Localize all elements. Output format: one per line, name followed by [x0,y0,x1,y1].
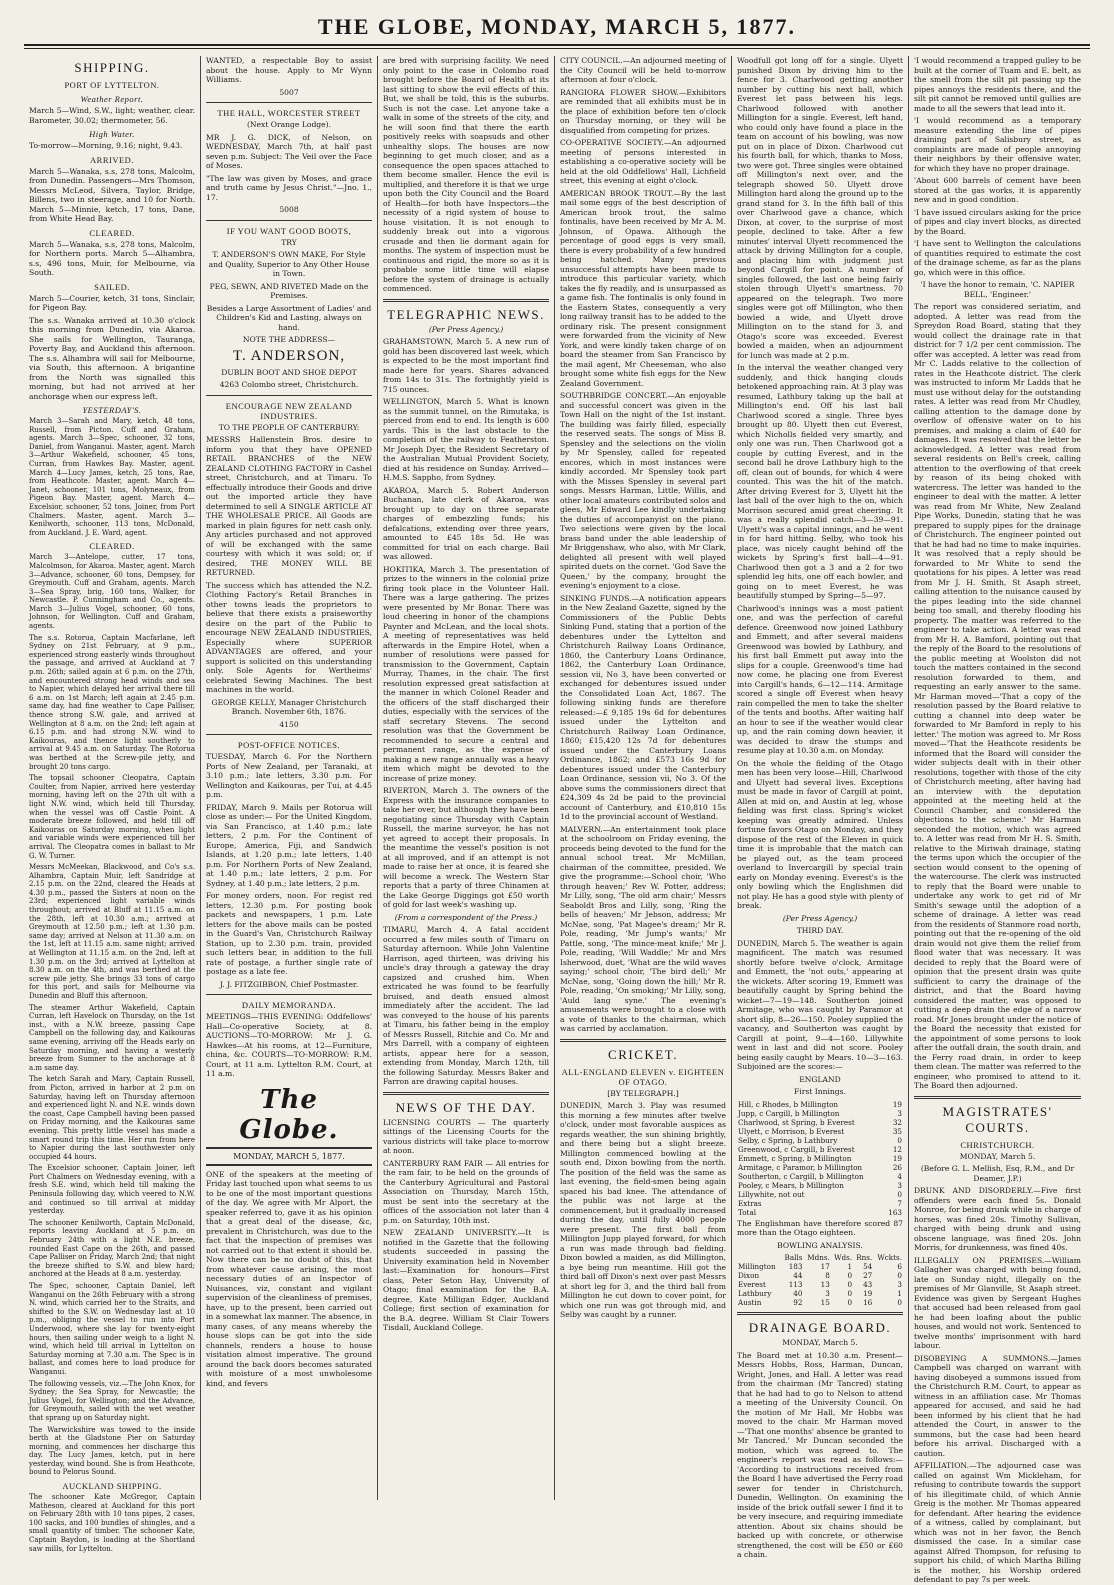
bowling-analysis-heading: BOWLING ANALYSIS. [777,1240,863,1250]
divider [914,1096,1081,1099]
score-row [737,1199,903,1208]
post-office-heading: POST-OFFICE NOTICES. [237,740,341,750]
bowling-stat: 3 [825,1289,830,1298]
bowling-stat: 6 [897,1262,902,1271]
score-total-row [737,1208,903,1217]
news-of-the-day-heading: NEWS OF THE DAY. [395,1099,537,1115]
shipping-news-4: Messrs McMeekan, Blackwood, and Co's s.s. Alhambra, Captain Muir, left Sandridge at 2.15 p.m. on the 22nd, cleared the Heads at 4.30 p.m., passed the Sisters at noon on the 23rd; experienced light variable winds throughout; arrived at Bluff at 11.15 a.m. on the 28th, left at 10.30 a.m.; arrived at Greymouth at 12.50 p.m.; left at 1.30 p.m. same day; arrived at Nelson at 11.30 a.m. on the 1st, left at 11.15 a.m. same night; arrived at Wellington at 11.15 a.m. on the 2nd, left at 1.30 p.m. on the 3rd; arrived at Lyttelton at 8.30 a.m. on the 4th, and was berthed at the screw pile jetty. She brings 33 tons of cargo for this port, and sails for Melbourne via Dunedin and Bluff this afternoon. [29,863,195,1000]
score-row [737,1181,903,1190]
shipping-news-3: The topsail schooner Cleopatra, Captain Coulter, from Napier, arrived here yesterday morning, having left on the 27th ult with a light N.W. wind, which held till Thursday, when the vessel was off Castle Point. A moderate breeze followed, and held till off Kaikouras on Saturday morning, when light and variable winds were experienced till her arrival. The Cleopatra comes in ballast to Mr G. W. Turner. [29,774,195,860]
score-row [737,1109,903,1118]
bowling-row [737,1271,903,1280]
bowler: Austin [738,1298,762,1307]
dateline: MONDAY, MARCH 5, 1877. [206,1147,372,1166]
weather-heading: Weather Report. [80,94,144,104]
news-university: NEW ZEALAND UNIVERSITY.—It is notified in the Gazette that the following students succeeded in passing the University examination held in November last:—Examination for honours—First class, Peter Seton Hay, University of Otago; final examination for the B.A. degree, Kate Milligan Edger, Auckland College; first section of examination for the B.A. degree. William St Clair Towers Tisdall, Auckland College. [383,1228,549,1332]
cleared-list: March 5—Wanaka, s.s, 278 tons, Malcolm, for Northern ports. March 5—Alhambra, s.s, 496 tons, Muir, for Melbourne, via South. [29,239,195,277]
hall-heading: THE HALL, WORCESTER STREET [217,108,361,118]
bowling-stat: 16 [863,1298,873,1307]
score-row [737,1190,903,1199]
shipping-news-9: The Spec, schooner, Captain Daniel, left Wanganui on the 26th February with a strong N. wind, which carried her to the Straits, and shifted to the S.W. on Wednesday last at 10 p.m., obliging the vessel to run into Port Underwood, where she lay for twenty-eight hours, then sailing under weigh to a light N. wind, which held till arrival in Lyttelton on Saturday morning at 7.30 a.m. The Spec is in ballast, and comes here to load produce for Wanganui. [29,1282,195,1376]
shipping-news-8: The schooner Kenilworth, Captain McDonald, reports leaving Auckland at 5 p.m. on February 24th with a light N.E. breeze, rounded East Cape on the 26th, and passed Cape Palliser on Friday, March 2nd; that night the breeze shifted to S.W. and blew hard; anchored at the Heads at 8 a.m. yesterday. [29,1218,195,1279]
shipping-news-2: The s.s. Rotorua, Captain Macfarlane, left Sydney on 21st February, at 9 p.m., experienced strong easterly winds throughout the passage, and arrived at Auckland at 7 p.m. 26th; sailed again at 6 p.m. on the 27th, and encountered strong head winds and sea to Napier, which delayed her arrival there till 6 a.m. on 1st March; left again at 2.45 p.m. same day, had fine weather to Cape Palliser, thence strong S.W. gale, and arrived at Wellington at 8 a.m. on the 2nd; left again at 6.15 p.m. and had strong N.W. wind to Kaikouras, and thence light southerly to arrival at 9.45 a.m. on Saturday. The Rotorua was berthed at the Screw-pile jetty, and brought 20 tons cargo. [29,633,195,771]
divider [383,299,549,302]
shipping-news-1: The s.s. Wanaka arrived at 10.30 o'clock this morning from Dunedin, via Akaroa. She sails for Wellington, Tauranga, Poverty Bay, and Auckland this afternoon. The s.s. Alhambra will sail for Melbourne, via South, this afternoon. A brigantine from the North was signalled this morning, but had not arrived at her anchorage when our express left. [29,315,195,401]
divider [206,734,372,735]
anderson-name: T. ANDERSON, [232,347,346,364]
batsman: Emmett, c Spring, b Millington [738,1153,852,1163]
bowling-stat: 40 [793,1289,803,1298]
column-cricket [732,56,909,1559]
weather-report: March 5—Wind, S.W., light; weather, clear. Barometer, 30.02; thermometer, 56. [29,106,195,125]
bowling-row [737,1298,903,1307]
news-ram-fair: CANTERBURY RAM FAIR — All entries for the ram fair, to be held on the grounds of the Canterbury Agricultural and Pastoral Association on Thursday, March 15th, must be sent into the secretary at the offices of the association not later than 4 p.m. on Saturday, 10th inst. [383,1158,549,1225]
kelly-ref: 4150 [279,719,299,729]
bowling-stat: 0 [897,1298,902,1307]
wanted-ad-ref: 5007 [279,87,299,97]
bowling-column-header: Wckts. [877,1253,902,1262]
bowling-stat: 3 [897,1280,902,1289]
scoreboard-table [737,1100,903,1217]
total-label: Total [738,1207,757,1217]
total-runs: 163 [888,1207,902,1217]
divider [737,1312,903,1315]
england-heading: ENGLAND [799,1074,841,1084]
memoranda-heading: DAILY MEMORANDA. [241,1000,337,1010]
cleared-heading: CLEARED. [89,227,135,238]
score-row [737,1136,903,1145]
runs: 32 [892,1117,902,1127]
hall-subheading: (Next Orange Lodge). [246,120,332,129]
cricket-report-4: Charlwood's innings was a most patient one, and was the perfection of careful defence. Greenwood now joined Lathbury and Emmett, and after several maidens Greenwood was bowled by Lathbury, and his first ball Emmett put away into the slips for a couple. Greenwood's time had now come, he placing one from Everest into Cargill's hands, 6—12—114. Armitage scored a single off Everest when heavy rain compelled the men to take the shelter of the tents and booths. After waiting half an hour to see if the weather would clear up, and the rain coming down heavier, it was decided to draw the stumps and resume play at 10.30 a.m. on Monday. [737,603,903,755]
bowling-column-header: Balls [784,1253,803,1262]
bowling-row [737,1280,903,1289]
bowling-stat: 13 [820,1280,830,1289]
batsman: Southerton, c Cargill, b Millington [738,1171,864,1181]
batsman: Hill, c Rhodes, b Millington [738,1099,839,1109]
magistrates-heading: MAGISTRATES' COURTS. [942,1103,1053,1135]
batsman: Pooley, c Mears, b Millington [738,1180,844,1190]
port-heading: PORT OF LYTTELTON. [64,80,160,90]
newspaper-title: THE GLOBE, MONDAY, MARCH 5, 1877. [317,14,797,39]
boots-heading: IF YOU WANT GOOD BOOTS, [226,225,352,236]
column-advertisements [201,56,378,1500]
bowling-stat: 8 [825,1271,830,1280]
engineer-signature: 'I have the honor to remain, 'C. NAPIER BELL, 'Engineer.' [920,280,1075,299]
drainage-report-1: The Board met at 10.30 a.m. Present—Messrs Hobbs, Ross, Harman, Duncan, Wright, Jones, and Hall. A letter was read from the chairman (Mr Tancred) stating that he had had to go to Nelson to attend a meeting of the University Council. On the motion of Mr Hall, Mr Hobbs was moved to the chair. Mr Harman moved—'That one months' absence be granted to Mr Tancred.' Mr Duncan seconded the motion, which was agreed to. The engineer's report was read as follows:— 'According to instructions received from the Board I have advertised the Ferry road sewer for tender in Christchurch, Dunedin, Wellington. On examining the inside of the brick outfall sewer I find it to be very insecure, and requiring immediate attention. About six chains should be backed up with concrete, or otherwise strengthened, the cost will be £50 or £60 a chain. [737,1350,903,1559]
telegraph-timaru: TIMARU, March 4. A fatal accident occurred a few miles south of Timaru on Saturday afternoon. While John Valentine Harrison, aged thirteen, was driving his uncle's dray through a gateway the dray capsized and crushed him. When extricated he was found to be fearfully bruised, and death ensued almost immediately after the accident. The lad was conveyed to the house of his parents at Timaru, his father being in the employ of Messrs Russell, Ritchie and Co. Mr and Mrs Darrell, with a company of eighteen artists, appear here for a season, extending from Monday, March 12th, till the following Saturday. Messrs Baker and Farron are drawing capital houses. [383,925,549,1086]
bowling-stat: 0 [847,1298,853,1307]
runs: 0 [897,1189,902,1199]
bowling-stat: 1 [847,1262,853,1271]
column-news [555,56,732,1500]
score-row [737,1172,903,1181]
bowling-stat: 43 [863,1280,873,1289]
batsman: Jupp, c Cargill, b Millington [738,1108,840,1118]
engineer-report-1: 'I would recommend a trapped gulley to be built at the corner of Tuam and E. belt, as the smell from the silt pit passing up the pipes annoys the residents there, and the silt pit cannot be removed until gullies are made to all the sewers that lead into it. [914,56,1081,113]
bowler: Lathbury [738,1289,772,1298]
drainage-board-heading: DRAINAGE BOARD. [748,1320,892,1335]
top-rule [24,44,1090,46]
yesterday-list: March 3—Sarah and Mary, ketch, 48 tons, Russell, from Picton. Cuff and Graham, agents. March 3—Spec, schooner, 32 tons, Daniel, from Wanganui. Master, agent. March 3—Arthur Wakefield, schooner, 45 tons, Curran, from Hawkes Bay. Master, agent. March 4—Lucy James, ketch, 25 tons, Rae, from Heathcote. Master, agent. March 4—Janet, schooner, 101 tons, Molyneaux, from Pigeon Bay. Master, agent. March 4—Excelsior, schooner, 52 tons, Joiner, from Port Chalmers. Master, agent. March 3—Kenilworth, schooner, 113 tons, McDonald, from Auckland. J. E. Ward, agent. [29,417,195,537]
anderson-subtitle: DUBLIN BOOT AND SHOE DEPOT [221,367,357,377]
cricket-heading: CRICKET. [608,1046,678,1062]
batsman: Greenwood, c Cargill, b Everest [738,1144,855,1154]
wanted-ad: WANTED, a respectable Boy to assist about the house. Apply to Mr Wynn Williams. [206,56,372,84]
cricket-report-2: Woodfull got long off for a single. Ulyett punished Dixon by driving him to the fence for 3. Charlwood getting another number by cutting his next ball, which Everest let pass between his legs. Charlwood followed with another Millington for a single. Everest, left hand, who could only have found a place in the team on account of his bowling, was now put on in place of Dixon. Charlwood cut his fourth ball, for which, thanks to Moss, two were got. Three singles were obtained off Millington's next over, and the telegraph showed 50. Ulyett drove Millington hard along the ground up to the grand stand for 3. In the fifth ball of this over Charlwood gave a chance, which Dixon, at cover, to the surprise of most people, declined to take. After a few minutes' interval Ulyett recommenced the attack by driving Millington for a couple, and placing him with judgment just beyond Cargill for point. A number of singles followed, the last one being fairly stolen through Ulyett's smartness. 70 appeared on the telegraph. Two more singles were got off Millington, who then bowled a wide, and Ulyett drove Millington on to the stand for 3, and Otago's score was exceeded. Everest bowled a maiden, when an adjournment for lunch was made at 2 p.m. [737,56,903,360]
bowler: Everest [738,1280,766,1289]
auckland-shipping: The schooner Kate McGregor, Captain Matheson, cleared at Auckland for this port on February 28th with 10 tons pipes, 2 cases, 100 sacks, and 100 bundles of shingles, and a small quantity of timber. The schooner Kate, Captain Baydon, is loading at the Shortland saw mills, for Lyttelton. [29,1493,195,1553]
bowling-stat: 19 [863,1289,873,1298]
anderson-address: 4263 Colombo street, Christchurch. [219,380,359,389]
news-southbridge: SOUTHBRIDGE CONCERT.—An enjoyable and successful concert was given in the Town Hall on the night of the 1st instant. The building was fairly filled, especially the reserved seats. The songs of Miss B. Spensley and the selections on the violin by Mr Spensley, called for repeated encores, which in most instances were kindly accorded. Mr Spensley took part with the Misses Spensley in several part songs. Messrs Harman, Little, Willis, and other local amateurs contributed solos and glees, Mr Edward Lee kindly undertaking the duties of accompanyist on the piano. Two selections were given by the local brass band under the able leadership of Mr Briggenshaw, who also, with Mr Clark, delighted all present with well played spirited duets on the cornet. 'God Save the Queen,' by the company, brought the evening's enjoyment to a close. [560,391,726,590]
court-premises: ILLEGALLY ON PREMISES.—William Gallagher was charged with being found, late on Sunday night, illegally on the premises of Mr Glanville, St Asaph street. Evidence was given by Sergeant Hughes that accused had been released from gaol he had been loafing about the public houses, and would not work. Sentenced to twelve months' imprisonment with hard labour. [914,1255,1081,1350]
post-office-notice-2: FRIDAY, March 9. Mails per Rotorua will close as under:— For the United Kingdom, via San Francisco, at 1.40 p.m.; late letters, 2 p.m. For the Continent of Europe, America, Fiji, and Sandwich Islands, at 1.20 p.m.; late letters, 1.40 p.m. For Northern Ports of New Zealand, at 1.40 p.m.; late letters, 2 p.m. For Sydney, at 1.40 p.m.; late letters, 2 p.m. [206,802,372,888]
cricket-subheading: ALL-ENGLAND ELEVEN v. EIGHTEEN OF OTAGO. [561,1066,725,1087]
engineer-report-4: 'I have issued circulars asking for the price of pipes and clay invert blocks, as directed by the Board. [914,207,1081,236]
magistrates-subheading: CHRISTCHURCH. [960,1139,1035,1150]
batsman: Ulyett, c Morrison, b Everest [738,1126,845,1136]
news-sinking-funds: SINKING FUNDS.—A notification appears in the New Zealand Gazette, signed by the Commissioners of the Public Debts Sinking Fund, stating that a portion of the debentures under the Lyttelton and Christchurch Railway Loans Ordinance, 1860, the Canterbury Loans Ordinance, 1862, the Canterbury Loan Ordinance, session vii, No 3, have been converted or exchanged for debentures issued under the Consolidated Loan Act, 1867. The following sinking funds are therefore released:—£ 9,185 19s 6d for debentures issued under the Lyttelton and Christchurch Railway Loan Ordinance, 1860; £15,420 12s 7d for debentures issued under the Canterbury Loans Ordinance, 1862; and £573 16s 9d for debentures issued under the Canterbury Loan Ordinance, session vii, No 3. Of the above sums the commissioners direct that £24,309 4s 2d be paid to the provincial account of Canterbury, and £10,810 15s 1d to the provincial account of Westland. [560,593,726,821]
bowling-stat: 27 [863,1271,873,1280]
bowler: Dixon [738,1271,760,1280]
news-co-operative: CO-OPERATIVE SOCIETY.—An adjourned meeting of persons interested in establishing a co-operative society will be held at the old Oddfellows' Hall, Lichfield street, this evening at eight o'clock. [560,138,726,185]
telegraph-akaroa: AKAROA, March 5. Robert Anderson Buchanan, late clerk of Akaroa, was brought up to day on three separate charges of embezzling funds; his defalcations, extending over three years, amounted to £45 18s 5d. He was committed for trial on each charge. Bail was allowed. [383,485,549,561]
shipping-heading: SHIPPING. [74,60,150,75]
telegraph-hokitika: HOKITIKA, March 3. The presentation of prizes to the winners in the colonial prize firing took place in the Volunteer Hall. There was a large gathering. The prizes were presented by Mr Bonar. There was loud cheering in honor of the champions Paynter and McLean, and the local shots. A meeting of representatives was held afterwards in the Empire Hotel, when a number of resolutions were passed for transmission to the Government, Captain Murray, Thames, in the chair. The first resolution expressed great satisfaction at the manner in which Colonel Reader and the officers of the staff discharged their duties, especially with the services of the staff secretary Stevens. The second resolution was that the Government be recommended to secure a central and permanent range, as the expense of making a new range annually was a heavy item which might be devoted to the increase of prize money. [383,564,549,783]
hall-quote: "The law was given by Moses, and grace and truth came by Jesus Christ."—Jno. 1., 17. [206,173,372,202]
column-shipping [24,56,201,1553]
score-row [737,1118,903,1127]
magistrates-bench: (Before G. L. Mellish, Esq, R.M., and Dr Deamer, J.P.) [920,1164,1075,1183]
bowling-stat: 54 [863,1262,873,1271]
shipping-news-10: The following vessels, viz.—The John Knox, for Sydney; the Sea Spray, for Newcastle; the Julius Vogel, for Wellington; and the Advance, for Greymouth, sailed with the wet weather that sprang up on Saturday night. [29,1379,195,1422]
court-summons: DISOBEYING A SUMMONS.—James Campbell was charged on warrant with having disobeyed a summons issued from the Christchurch R.M. Court, to appear as witness in an affiliation case. Mr Thomas appeared for accused, and said he had been informed by his client that he had attended the Court, in answer to the summons, but the case had been heard before his arrival. Discharged with a caution. [914,1353,1081,1458]
bowler: Millington [738,1262,776,1271]
drainage-date: MONDAY, March 5. [782,1338,858,1347]
leader-article: ONE of the speakers at the meeting of Friday last touched upon what seems to us to be one of the most important questions of the day. We agree with Mr Alport, the speaker referred to, gave it as his opinion that a great deal of the disease, &c, prevalent in Christchurch, was due to the fact that the inspection of premises was not carried out to that extent it should be. Now there can be no doubt of this, that from whatever cause arising, the most necessary duties of an Inspector of Nuisances, viz, constant and vigilant supervision of the cleanliness of premises, have, up to the present, been carried out in a somewhat lax manner. The absence, in many cases, of any means whereby the house slops can be got into the side channels, renders a house to house visitation almost imperative. The ground around the back doors becomes saturated with moisture of a most unwholesome kind, and fevers [206,1169,372,1388]
engineer-report-3: 'About 600 barrels of cement have been stored at the gas works, it is apparently new and in good condition. [914,176,1081,204]
runs: 19 [892,1153,902,1163]
engineer-report-5: 'I have sent to Wellington the calculations of quantities required to estimate the cost of the drainage scheme, as far as the plans go, which were in this office. [914,239,1081,277]
bowling-stat: 113 [788,1280,803,1289]
high-water: To-morrow—Morning, 9.16; night, 9.43. [29,141,183,150]
news-malvern: MALVERN.—An entertainment took place at the schoolroom on Friday evening, the proceeds being devoted to the fund for the annual school treat. Mr McMillan, chairman of the committee, presided. We give the programme:—School choir, 'Who through heaven;' Rev W. Potter, address; Mr Lilly, song, 'The old arm chair;' Messrs Seaboldt Bros and Lilly, song, 'Ring the bells of heaven;' Mr Jebson, address; Mr McNae, song, 'Pat Magee's dream;' Mr R. Pole, reading, 'Mr Jump's wants;' Mr Pattle, song, 'The mince-meat knife;' Mr J. Pole, reading, 'Will Waddle;' Mr and Mrs Isherwood, duet, 'What are the wild waves saying;' school choir, 'The bird dell;' Mr McNae, song, 'Going down the hill;' Mr R. Pole, reading, 'On smoking;' Mr Lilly, song, 'Auld lang syne.' The evening's amusements were brought to a close with a vote of thanks to the chairman, which was carried by acclamation. [560,824,726,1033]
divider [206,220,372,221]
encourage-subheading: TO THE PEOPLE OF CANTERBURY: [218,422,360,432]
bowling-column-header: Rns. [856,1253,873,1262]
runs: 0 [897,1135,902,1145]
news-brook-trout: AMERICAN BROOK TROUT.—By the last mail some eggs of the best description of American brook trout, the salmo fontinalis, have been received by Mr A. M. Johnson, of Opawa. Although the percentage of good eggs is very small, there is every probability of a few hundred being hatched. Many previous unsuccessful attempts have been made to introduce this particular variety, which takes the fly readily, and is unsurpassed as a game fish. The fontinalis is only found in the Eastern States, consequently a very long railway transit has to be added to the ordinary risk. The present consignment were forwarded from the vicinity of New York, and were kindly taken charge of on board the steamer from San Francisco by the mail agent, Mr Cheeseman, who also brought some white fish eggs for the New Zealand Government. [560,188,726,388]
drainage-proceedings: The report was considered seriatim, and adopted. A letter was read from the Spreydon Road Board, stating that they would collect the drainage rate in that district for 7 1/2 per cent commission. The offer was accepted. A letter was read from Mr C. Ladds relative to the collection of rates in the Heathcote district. The clerk was instructed to inform Mr Ladds that he must use without delay for the outstanding rates. A letter was read from Mr Chudley, calling attention to the damage done by overflow of offensive water on to his premises, and making a claim of £40 for damages. It was resolved that the letter be acknowledged. A letter was read from several residents on Bell's creek, calling attention to the overflowing of that creek by reason of its being choked with watercress. The letter was handed to the engineer to deal with the matter. A letter was read from Mr White, New Zealand Pipe Works, Dunedin, stating that he was prepared to supply pipes for the drainage of Christchurch. The engineer pointed out that he had had no time to make inquiries. It was resolved that a reply should be forwarded to Mr White to send the quotations for his pipes. A letter was read from Mr J. H. Smith, St Asaph street, calling attention to the nuisance caused by the pipes leading into the side channel being too small, and thereby flooding his property. The matter was referred to the engineer to take action. A letter was read from Mr H. A. Bamford, pointing out that the reply of the Board to the resolutions of the public meeting at Woolston did not touch the matters contained in the second resolution forwarded to them, and requesting an early answer to the same. Mr Harman moved—'That a copy of the resolution passed by the Board relative to cutting a channel into deep water be forwarded to Mr Bamford in reply to his letter.' The motion was agreed to. Mr Ross moved—'That the Heathcote residents be informed that the Board will consider the wider subjects dealt with in their other resolutions, together with those of the city of Christchurch meeting, after having had an interview with the deputation appointed at the meeting held at the Council Chamber, and considered the objections to the scheme.' Mr Harman seconded the motion, which was agreed to. A letter was read from Mr H. S. Smith, relative to the Miriwah drainage, stating the terms upon which the occupier of the section would consent to the opening of the watercourse. The clerk was instructed to reply that the Board were unable to undertake any work to get rid of Mr Smith's sewage until the adoption of a scheme of drainage. A letter was read from the residents of Stanmore road north, pointing out that the re-opening of the old drain would not give them the relief from flood water that was necessary. It was decided to reply that the Board were of opinion that the present drain was quite sufficient to carry the drainage of the district, and that the Board having considered the matter, was opposed to cutting a deep drain the edge of a narrow road. Mr Jones brought under the notice of the Board the necessity that existed for the appointment of some persons to look after the outfall drain, the south drain, and the Ferry road drain, in order to keep them clean. The matter was referred to the engineer, who promised to attend to it. The Board then adjourned. [914,302,1081,1090]
telegraph-grahamstown: GRAHAMSTOWN, March 5. A new run of gold has been discovered last week, which is expected to be the most important find made here for years. Shares advanced from 14s to 31s. The fortnightly yield is 715 ounces. [383,337,549,394]
arrived-heading: ARRIVED. [90,154,134,165]
batsman: Armitage, c Paramor, b Millington [738,1162,863,1172]
court-drunk: DRUNK AND DISORDERLY.—Five first offenders were each fined 5s. Donald Monroe, for being drunk while in charge of horses, was fined 20s. Timothy Sullivan, charged with being drunk and using obscene language, was fined 20s. John Morris, for drunkenness, was fined 40s. [914,1186,1081,1252]
sailed-list: March 5—Courier, ketch, 31 tons, Sinclair, for Pigeon Bay. [29,293,195,312]
bowling-stat: 0 [847,1280,853,1289]
hall-ad-ref: 5008 [279,205,299,214]
news-licensing: LICENSING COURTS — The quarterly sittings of the Licensing Courts for the various districts will take place to-morrow at noon. [383,1117,549,1155]
encourage-heading: ENCOURAGE NEW ZEALAND INDUSTRIES. [225,400,353,421]
cleared2-heading: CLEARED. [89,541,135,552]
runs: 12 [892,1144,902,1154]
bowling-table [737,1253,903,1307]
yesterday-heading: YESTERDAY'S. [82,405,142,415]
runs: 4 [897,1171,902,1181]
newspaper-page [24,56,1090,1584]
top-rule-thin [24,48,1090,49]
bowling-stat: 0 [847,1289,853,1298]
runs: 7 [897,1198,902,1208]
divider [206,994,372,995]
batsman: Lillywhite, not out [738,1189,805,1199]
divider [206,102,372,103]
post-office-notice-3: For money orders, noon. For regist red letters, 12.30 p.m. For posting book packets and newspapers, 1 p.m. Late letters for the above mails can be posted in the Guard's Van, Christchurch Railway Station, up to 2.30 p.m. train, provided such letters bear, in addition to the full rate of postage, a further single rate of postage as a late fee. [206,891,372,976]
bowling-stat: 0 [847,1271,853,1280]
bowling-stat: 1 [897,1289,902,1298]
cricket-report-6: DUNEDIN, March 5. The weather is again magnificent. The match was resumed shortly before twelve o'clock, Armitage and Emmett, the 'not outs,' appearing at the wickets. After scoring 19, Emmett was beautifully caught by Spring behind the wicket—7—19—148. Southerton joined Armitage, who was caught by Paramor at short slip, 8—26—150. Pooley supplied the vacancy, and Southerton was caught by Cargill at point, 9—4—160. Lillywhite went in last and did not score. Pooley being easily caught by Mears. 10—3—163. Subjoined are the scores:— [737,938,903,1071]
runs: 19 [892,1099,902,1109]
bowling-stat: 15 [820,1298,830,1307]
batsman: Selby, c Spring, b Lathbury [738,1135,838,1145]
column-drainage [909,56,1086,1584]
news-city-council: CITY COUNCIL.—An adjourned meeting of the City Council will be held to-morrow afternoon at four o'clock. [560,56,726,84]
leader-continued: are bred with surprising facility. We need only point to the case in Colombo road brought before the Board of Health at its last sitting to show the evil effects of this. But, we shall be told, this is the suburbs. Such is not the case. Let anyone take a walk in some of the streets of the city, and he will soon find that there the earth positively reeks with soapsuds and other unhealthy slops. The houses are now beginning to get much closer, and as a consequence the open spaces attached to them become smaller. Hence the evil is multiplied, and therefore it is that we urge upon both the City Council and the Board of Health—for both have Inspectors—the necessity of a rigid system of house to house visitation. It is not enough to suddenly break out into a vigorous crusade and then lie dormant again for months. The system of inspection must be continuous and rigid, the more so as it is probable some little time will elapse before the system of drainage is actually commenced. [383,56,549,293]
score-row [737,1163,903,1172]
divider [206,395,372,396]
postmaster-signature: J. J. FITZGIBBON, Chief Postmaster. [219,979,359,989]
runs: 3 [897,1108,902,1118]
shipping-news-11: The Warwickshire was towed to the inside berth at the Gladstone Pier on Saturday morning, and commences her discharge this day. The Lucy James, ketch, put in here yesterday, wind bound. She is from Heathcote, bound to Pelorus Sound. [29,1425,196,1477]
post-office-notice-1: TUESDAY, March 6. For the Northern Ports of New Zealand, per Taranaki, at 3.10 p.m.; late letters, 3.30 p.m. For Wellington and Kaikouras, per Tui, at 4.45 p.m. [206,752,372,799]
arrived-list: March 5—Wanaka, s.s, 278 tons, Malcolm, from Dunedin. Passengers—Mrs Thomson, Messrs McLeod, Silvera, Taylor, Bridge, Billens, two in steerage, and 10 for North. March 5—Minnie, ketch, 17 tons, Dane, from White Head Bay. [29,166,195,223]
auckland-shipping-heading: AUCKLAND SHIPPING. [62,1481,162,1492]
boots-ad-3: Besides a Large Assortment of Ladies' and Children's Kid and Lasting, always on hand. [206,303,372,332]
third-day: THIRD DAY. [796,926,844,935]
first-innings-heading: First Innings. [794,1087,846,1096]
bowling-stat: 17 [820,1262,830,1271]
batsman: Charlwood, st Spring, b Everest [738,1117,855,1127]
sailed-heading: SAILED. [94,281,130,292]
score-row [737,1100,903,1109]
news-flower-show: RANGIORA FLOWER SHOW.—Exhibitors are reminded that all exhibits must be in the place of exhibition before ten o'clock on Thursday morning, or they will be disqualified from competing for prizes. [560,87,726,135]
boots-ad-2: PEG, SEWN, AND RIVETED Made on the Premises. [209,281,369,300]
cricket-report-3: In the interval the weather changed very suddenly, and thick hanging clouds betokened approaching rain. At 3 play was resumed, Lathbury taking up the ball at Millington's end. Off his last ball Charlwood scored a single. Three byes brought up 80. Ulyett then cut Everest, which Nicholls fielded very smartly, and only one was run. Then Charlwood got a couple by cutting Everest, and in the second ball he drove Lathbury high to the off, clean out of bounds, for which 4 were counted. This was the hit of the match. After driving Everest for 3, Ulyett hit the last ball of the over high to the on, which Morrison secured amid great cheering. It was a really splendid catch—3—39—91. Ulyett's was a capital innings, and he went in for hard hitting. Selby, who took his place, was nicely caught behind off the wickets by Spring's first ball—4—91. Charlwood then got a 3 and a 2 for two splendid leg hits, one off each bowler, and going on to meet Everest, he was beautifully stumped by Spring—5—97. [737,363,903,600]
cricket-report-1: DUNEDIN, March 3. Play was resumed this morning a few minutes after twelve o'clock, under most favorable auspices as regards weather, the sun shining brightly, and there being but a slight breeze. Millington commenced bowling at the south end, Dixon bowling from the north. The position of the field was the same as last evening, the field-smen being again spaced his bad knee. The attendance of the public was not large at the commencement, but it gradually increased during the day, until fully 4000 people were present. The first ball from Millington Jupp played forward, for which a run was made through bad fielding. Dixon bowled a maiden, as did Millington, a bye being run meantime. Hill got the third ball off Dixon's next over past Messrs at short leg for 3, and the third ball from Millington he cut down to cover point, for which one run was got through mid, and Selby was caught by a runner. [560,1101,726,1319]
runs: 26 [892,1162,902,1172]
correspondent-heading: (From a correspondent of the Press.) [394,912,538,922]
telegraph-wellington: WELLINGTON, March 5. What is known as the summit tunnel, on the Rimutaka, is pierced from end to end. Its length is 600 yards. This is the last obstacle to the completion of the railway to Featherston. Mr Joseph Dyer, the Resident Secretary of the Australian Mutual Provident Society, died at his residence on Sunday. Arrived—H.M.S. Sappho, from Sydney. [383,397,549,482]
boots-note: NOTE THE ADDRESS— [242,335,336,344]
cricket-telegraph: [BY TELEGRAPH.] [607,1088,679,1098]
court-affiliation: AFFILIATION.—The adjourned case was called on against Wm Mickleham, for refusing to contribute towards the support of his illegitimate child, of which Annie Greig is the mother. Mr Thomas appeared for defendant. After hearing the evidence of a witness, called by complainant, but which was not in her favor, the Bench dismissed the case. In a similar case against Alfred Thompson, for refusing to support his child, of which Martha Billing is the mother, his Worship ordered defendant to pay 7s per week. [914,1461,1081,1584]
high-water-heading: High Water. [89,129,135,139]
engineer-report-2: 'I would recommend as a temporary measure extending the line of pipes draining part of Salisbury street, as complaints are made of people annoying their neighbors by their offensive water, for which they have no proper drainage. [914,116,1081,173]
encourage-ad-2: The success which has attended the N.Z. Clothing Factory's Retail Branches in other towns leads the proprietors to believe that there exists a praiseworthy desire on the part of the Public to encourage NEW ZEALAND INDUSTRIES, Especially where SUPERIOR ADVANTAGES are offered, and your support is solicited on this understanding only. Sole Agents for Wertheims' celebrated Sewing Machines. The best machines in the world. [206,580,372,694]
kelly-signature: GEORGE KELLY, Manager Christchurch Branch. November 6th, 1876. [211,697,367,716]
bowling-row [737,1289,903,1298]
score-row [737,1154,903,1163]
divider [383,1092,549,1095]
cricket-report-5: On the whole the fielding of the Otago men has been very loose—Hill, Charlwood and Ulyett had several lives. Exceptions must be made in favor of Cargill at point, Allen at mid on, and Austin at leg, whose fielding was first class. Spring's wicket keeping was greatly admired. Unless fortune favors Otago on Monday, and they dispose of the rest of the Eleven in quick time it is improbable that the match can be played out, as the team proceed overland to Invercargill by special train early on Monday evening. Everest's is the only bowling which the Englishmen did not play. He has a good style with plenty of break. [737,758,904,910]
globe-logo: The Globe. [239,1084,339,1145]
magistrates-date: MONDAY, March 5. [959,1151,1036,1161]
memoranda: MEETINGS—THIS EVENING: Oddfellows' Hall—Co-operative Society, at 8. AUCTIONS—TO-MORROW: Mr J. G. Hawkes—At his rooms, at 12—Furniture, china, &c. COURTS—TO-MORROW: R.M. Court, at 11 a.m. Lyttelton R.M. Court, at 11 a.m. [206,1012,372,1078]
telegraphic-heading: TELEGRAPHIC NEWS. [387,306,545,322]
shipping-news-7: The Excelsior schooner, Captain Joiner, left Port Chalmers on Wednesday evening, with a fresh S.E. wind, which held till making the Peninsula following day, which veered to N.W. and continued so till arrival at midday yesterday. [29,1164,195,1216]
shipping-news-5: The steamer Arthur Wakefield, Captain Curran, left Havelock on Thursday, on the 1st inst., with a N.W. breeze, passing Cape Campbell on the following day, and Kaikouras same evening, arriving off the Heads early on Saturday morning, and having a westerly breeze from Sumner to the anchorage at 8 a.m same day. [29,1003,195,1072]
score-row [737,1127,903,1136]
hall-ad: MR J. G. DICK, of Nelson, on WEDNESDAY, March 7th, at half past seven p.m. Subject: The Veil over the Face of Moses. [206,132,372,170]
divider [560,1039,726,1042]
telegraph-riverton: RIVERTON, March 3. The owners of the Express with the insurance companies to take her over, but although they have been negotiating since Thursday with Captain Russell, the marine surveyor, he has not yet agreed to accept their proposals. In the meantime the vessel's position is not at all improved, and if an attempt is not made to raise her at once, it is feared she will become a wreck. The Western Star reports that a party of three Chinamen at the Lake George Diggings got £50 worth of gold for last week's washing up. [383,786,549,909]
bowling-stat: 92 [793,1298,803,1307]
bowling-column-header: Wds. [834,1253,853,1262]
bowling-stat: 0 [897,1271,902,1280]
shipping-news-6: The ketch Sarah and Mary, Captain Russell, from Picton, arrived in harbor at 2 p.m on Saturday, having left on Thursday afternoon and experienced light N. and N.E. winds down the coast, Cape Campbell having been passed on Friday morning, and the Kaikouras same evening. This pretty little vessel has made a smart round trip this time. Her run from here to Napier during the last southwester only occupied 44 hours. [29,1075,195,1161]
press-agency: (Per Press Agency.) [782,913,858,923]
cricket-summary: The Englishman have therefore scored 87 more than the Otago eighteen. [737,1218,903,1237]
runs: 35 [892,1126,902,1136]
cleared2-list: March 3—Antelope, cutter, 17 tons, Malcolmson, for Akaroa. Master, agent. March 3—Advance, schooner, 60 tons, Dempsey, for Greymouth. Cuff and Graham, agents. March 3—Sea Spray, brig, 160 tons, Walker, for Newcastle. P. Cunningham and Co., agents. March 3—Julius Vogel, schooner, 60 tons, Johnson, for Wellington. Cuff and Graham, agents. [29,553,195,631]
bowling-row [737,1262,903,1271]
bowling-stat: 44 [793,1271,803,1280]
score-row [737,1145,903,1154]
encourage-ad: MESSRS Hallenstein Bros. desire to inform you that they have OPENED RETAIL BRANCHES of the NEW ZEALAND CLOTHING FACTORY in Cashel street, Christchurch, and at Timaru. To effectually introduce their Goods and drive out the imported article they have determined to sell A SINGLE ARTICLE AT THE WHOLESALE PRICE. All Goods are marked in plain figures for nett cash only. Any articles purchased and not approved of will be exchanged with the same courtesy with which it was sold; or, if desired, THE MONEY WILL BE RETURNED. [206,435,372,577]
runs: 3 [897,1180,902,1190]
bowling-stat: 183 [788,1262,803,1271]
boots-ad: T. ANDERSON'S OWN MAKE, For Style and Quality, Superior to Any Other House in Town. [208,250,370,278]
batsman: Extras [738,1198,762,1208]
boots-try: TRY [281,237,297,247]
column-telegraphic [378,56,555,1500]
bowling-column-header: Mdns. [807,1253,830,1262]
telegraphic-source: (Per Press Agency.) [428,324,504,334]
